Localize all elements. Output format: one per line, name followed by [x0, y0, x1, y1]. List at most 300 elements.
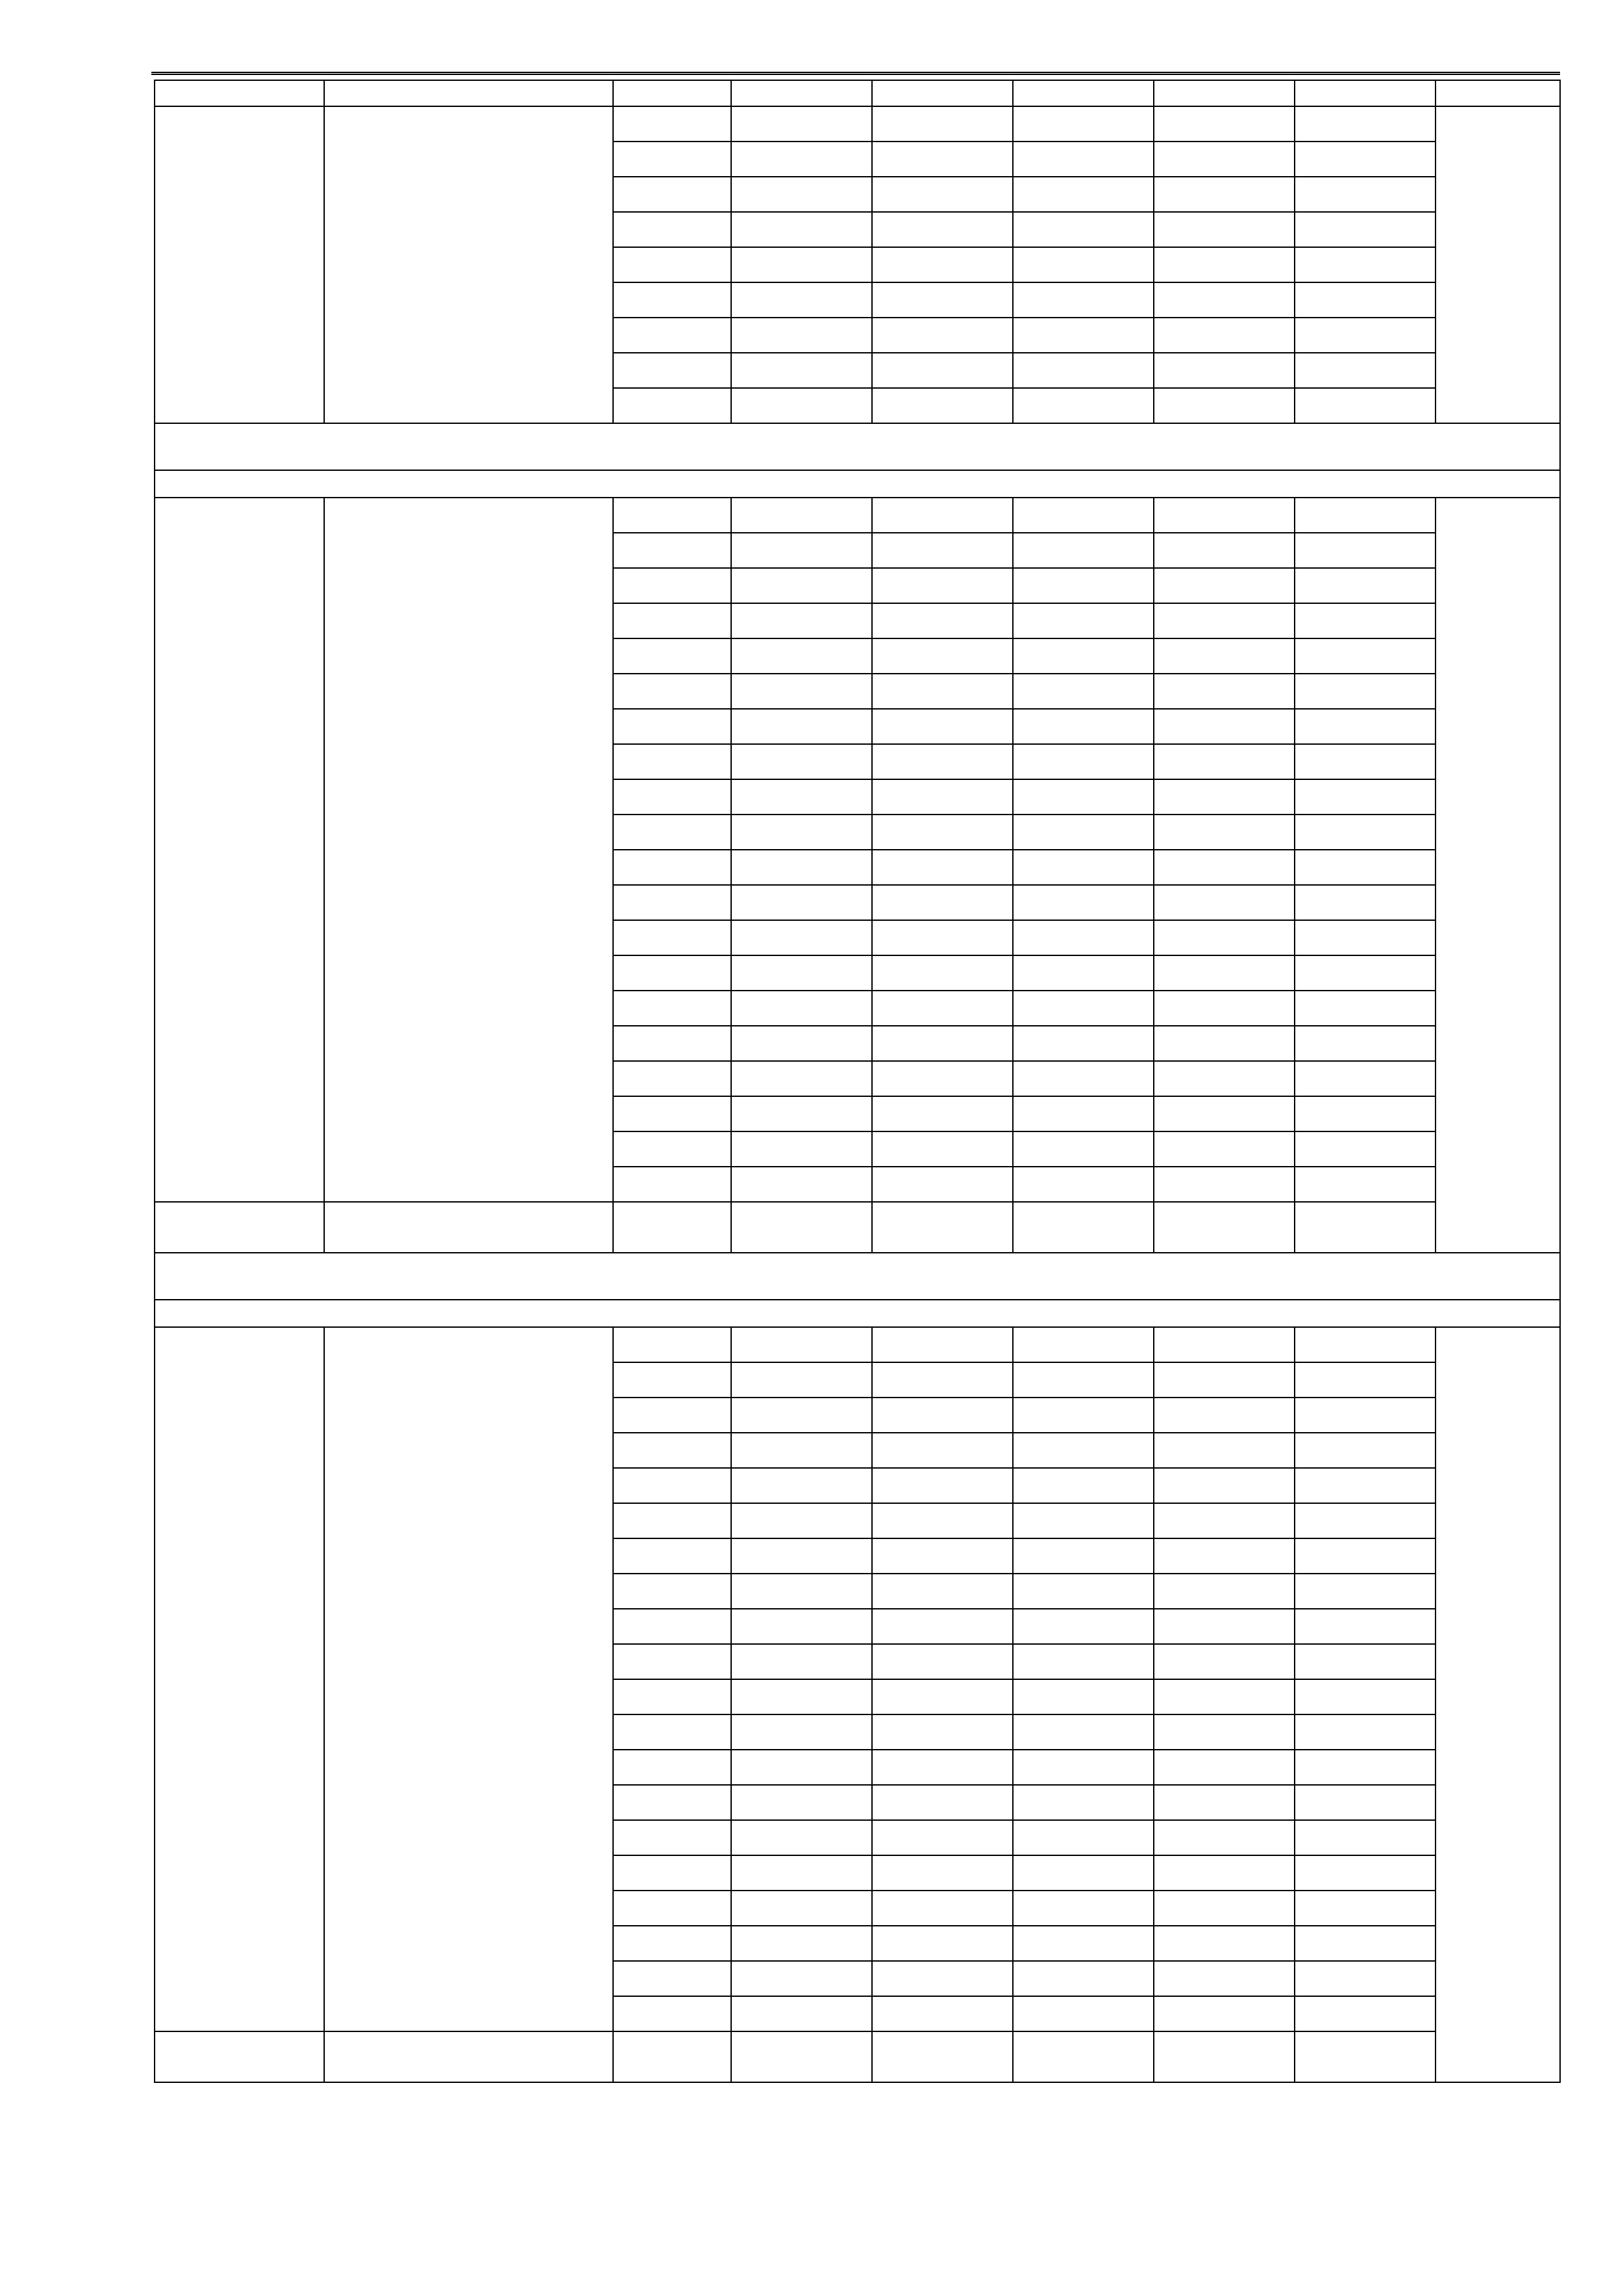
value-cell	[872, 353, 1013, 388]
material-name	[324, 1202, 613, 1253]
value-cell	[1295, 1926, 1436, 1961]
value-cell	[731, 1785, 872, 1820]
value-cell	[872, 1891, 1013, 1926]
value-cell	[1154, 1926, 1295, 1961]
road-class-cell	[613, 955, 731, 991]
value-cell	[1295, 674, 1436, 709]
meter-cell	[155, 1300, 1560, 1327]
road-class-cell	[613, 1433, 731, 1468]
value-cell	[1154, 177, 1295, 212]
value-cell	[731, 744, 872, 779]
value-cell	[1154, 955, 1295, 991]
description-cell	[324, 106, 613, 423]
value-cell	[1154, 142, 1295, 177]
value-cell	[731, 1327, 872, 1362]
value-cell	[731, 1926, 872, 1961]
value-cell	[731, 991, 872, 1026]
value-cell	[731, 212, 872, 247]
empty-cell	[872, 2031, 1013, 2082]
value-cell	[1154, 247, 1295, 282]
value-cell	[731, 1468, 872, 1503]
empty-cell	[872, 1202, 1013, 1253]
value-cell	[731, 709, 872, 744]
material-name	[324, 2031, 613, 2082]
road-class-cell	[613, 1061, 731, 1096]
value-cell	[1154, 1538, 1295, 1574]
road-class-cell	[613, 1996, 731, 2031]
value-cell	[1295, 1644, 1436, 1679]
road-class-cell	[613, 1679, 731, 1714]
value-cell	[872, 638, 1013, 674]
road-class-cell	[613, 1926, 731, 1961]
value-cell	[872, 1996, 1013, 2031]
value-cell	[731, 1096, 872, 1131]
value-cell	[1013, 1996, 1154, 2031]
rate-code	[155, 498, 324, 1202]
value-cell	[1154, 850, 1295, 885]
column-number	[155, 80, 324, 106]
value-cell	[1013, 177, 1154, 212]
value-cell	[1013, 282, 1154, 318]
value-cell	[731, 1433, 872, 1468]
value-cell	[1295, 1362, 1436, 1398]
value-cell	[731, 1644, 872, 1679]
value-cell	[872, 955, 1013, 991]
value-cell	[731, 674, 872, 709]
value-cell	[872, 1785, 1013, 1820]
value-cell	[1295, 1609, 1436, 1644]
value-cell	[1154, 1061, 1295, 1096]
value-cell	[1295, 106, 1436, 142]
road-class-cell	[613, 1750, 731, 1785]
value-cell	[1013, 1167, 1154, 1202]
road-class-cell	[613, 1503, 731, 1538]
value-cell	[1013, 106, 1154, 142]
value-cell	[731, 318, 872, 353]
column-number-row	[155, 80, 1560, 106]
value-cell	[1013, 744, 1154, 779]
value-cell	[1013, 1891, 1154, 1926]
value-cell	[1013, 991, 1154, 1026]
value-cell	[1295, 498, 1436, 533]
code-cell	[155, 106, 324, 423]
value-cell	[731, 603, 872, 638]
road-class-cell	[613, 850, 731, 885]
road-class-cell	[613, 1820, 731, 1855]
value-cell	[872, 1855, 1013, 1891]
value-cell	[731, 779, 872, 815]
value-cell	[1013, 1820, 1154, 1855]
value-cell	[1013, 1433, 1154, 1468]
value-cell	[731, 1026, 872, 1061]
value-cell	[872, 1362, 1013, 1398]
value-cell	[1295, 920, 1436, 955]
material-code	[155, 1202, 324, 1253]
value-cell	[872, 388, 1013, 423]
value-cell	[1013, 212, 1154, 247]
value-cell	[1295, 1468, 1436, 1503]
value-cell	[1154, 388, 1295, 423]
value-cell	[1154, 498, 1295, 533]
value-cell	[872, 1820, 1013, 1855]
value-cell	[731, 815, 872, 850]
value-cell	[872, 282, 1013, 318]
value-cell	[872, 247, 1013, 282]
road-class-cell	[613, 1468, 731, 1503]
value-cell	[731, 1750, 872, 1785]
value-cell	[1154, 282, 1295, 318]
value-cell	[731, 955, 872, 991]
value-cell	[731, 1538, 872, 1574]
value-cell	[731, 1609, 872, 1644]
column-number	[613, 80, 731, 106]
value-cell	[872, 1327, 1013, 1362]
value-cell	[872, 1061, 1013, 1096]
value-cell	[1013, 815, 1154, 850]
road-class-cell	[613, 1362, 731, 1398]
value-cell	[872, 603, 1013, 638]
value-cell	[1154, 1961, 1295, 1996]
rates-table-body	[155, 80, 1560, 2082]
value-cell	[1154, 815, 1295, 850]
value-cell	[1295, 1026, 1436, 1061]
value-cell	[1154, 1785, 1295, 1820]
value-cell	[872, 920, 1013, 955]
road-class-cell	[613, 177, 731, 212]
value-cell	[1013, 603, 1154, 638]
column-number	[1436, 80, 1560, 106]
value-cell	[872, 1468, 1013, 1503]
material-mark	[1295, 1202, 1436, 1253]
value-cell	[872, 533, 1013, 568]
value-cell	[872, 318, 1013, 353]
value-cell	[731, 247, 872, 282]
value-cell	[1295, 709, 1436, 744]
value-cell	[1154, 1574, 1295, 1609]
value-cell	[1013, 1503, 1154, 1538]
value-cell	[872, 1131, 1013, 1167]
road-class-cell	[613, 885, 731, 920]
value-cell	[1013, 1609, 1154, 1644]
value-cell	[1013, 1096, 1154, 1131]
value-cell	[872, 779, 1013, 815]
value-cell	[872, 1503, 1013, 1538]
value-cell	[1013, 1785, 1154, 1820]
column-number	[1295, 80, 1436, 106]
material-row	[155, 1202, 1560, 1253]
empty-cell	[613, 1202, 731, 1253]
table-title	[155, 423, 1560, 470]
value-cell	[872, 991, 1013, 1026]
value-cell	[1295, 638, 1436, 674]
value-cell	[1295, 1679, 1436, 1714]
value-cell	[1013, 1538, 1154, 1574]
value-cell	[1013, 885, 1154, 920]
value-cell	[1154, 1433, 1295, 1468]
value-cell	[1295, 1785, 1436, 1820]
value-cell	[1013, 1926, 1154, 1961]
value-cell	[731, 1362, 872, 1398]
road-class-cell	[613, 991, 731, 1026]
value-cell	[1295, 533, 1436, 568]
road-class-cell	[613, 744, 731, 779]
road-class-cell	[613, 603, 731, 638]
empty-cell	[613, 2031, 731, 2082]
table-title	[155, 1253, 1560, 1300]
road-class-cell	[613, 1644, 731, 1679]
value-cell	[1295, 568, 1436, 603]
value-cell	[731, 638, 872, 674]
value-cell	[1154, 1855, 1295, 1891]
rate-description	[324, 498, 613, 1202]
meter-cell	[155, 470, 1560, 498]
empty-cell	[731, 1202, 872, 1253]
value-cell	[731, 1398, 872, 1433]
value-cell	[1295, 353, 1436, 388]
value-cell	[1013, 353, 1154, 388]
value-cell	[1013, 318, 1154, 353]
road-class-cell	[613, 1538, 731, 1574]
value-cell	[731, 1503, 872, 1538]
road-class-cell	[613, 568, 731, 603]
value-cell	[872, 1574, 1013, 1609]
empty-cell	[1154, 1202, 1295, 1253]
value-cell	[1013, 638, 1154, 674]
road-class-cell	[613, 1131, 731, 1167]
value-cell	[731, 1167, 872, 1202]
value-cell	[731, 1855, 872, 1891]
value-cell	[1295, 955, 1436, 991]
value-cell	[1013, 1026, 1154, 1061]
value-cell	[1013, 1574, 1154, 1609]
value-cell	[872, 885, 1013, 920]
value-cell	[1013, 247, 1154, 282]
value-cell	[1013, 850, 1154, 885]
value-cell	[1154, 709, 1295, 744]
road-class-cell	[613, 1096, 731, 1131]
table-title-row	[155, 1253, 1560, 1300]
value-cell	[872, 1167, 1013, 1202]
value-cell	[1295, 1574, 1436, 1609]
value-cell	[1295, 850, 1436, 885]
road-class-cell	[613, 142, 731, 177]
value-cell	[1295, 142, 1436, 177]
value-cell	[731, 850, 872, 885]
value-cell	[1154, 1679, 1295, 1714]
road-class-cell	[613, 533, 731, 568]
value-cell	[872, 142, 1013, 177]
value-cell	[872, 850, 1013, 885]
value-cell	[731, 1679, 872, 1714]
value-cell	[731, 1961, 872, 1996]
road-class-cell	[613, 212, 731, 247]
value-cell	[1295, 779, 1436, 815]
value-cell	[731, 568, 872, 603]
value-cell	[1154, 1167, 1295, 1202]
value-cell	[1013, 1468, 1154, 1503]
value-cell	[1154, 1996, 1295, 2031]
value-cell	[1154, 1503, 1295, 1538]
value-cell	[872, 1538, 1013, 1574]
column-number	[1154, 80, 1295, 106]
rate-code	[155, 1327, 324, 2031]
value-cell	[731, 177, 872, 212]
value-cell	[1295, 1750, 1436, 1785]
table-row	[155, 1327, 1560, 1362]
road-class-cell	[613, 1855, 731, 1891]
col9-cell	[1436, 106, 1560, 423]
road-class-cell	[613, 1398, 731, 1433]
value-cell	[1154, 1609, 1295, 1644]
value-cell	[1013, 498, 1154, 533]
value-cell	[1154, 1714, 1295, 1750]
column-number	[731, 80, 872, 106]
value-cell	[872, 1926, 1013, 1961]
road-class-cell	[613, 1327, 731, 1362]
value-cell	[1154, 674, 1295, 709]
value-cell	[1154, 638, 1295, 674]
value-cell	[1013, 533, 1154, 568]
road-class-cell	[613, 1961, 731, 1996]
meter-row	[155, 470, 1560, 498]
value-cell	[1154, 533, 1295, 568]
value-cell	[872, 498, 1013, 533]
value-cell	[731, 1820, 872, 1855]
value-cell	[1295, 1714, 1436, 1750]
empty-cell	[731, 2031, 872, 2082]
empty-cell	[1013, 2031, 1154, 2082]
road-class-cell	[613, 353, 731, 388]
value-cell	[1154, 1131, 1295, 1167]
material-mark	[1295, 2031, 1436, 2082]
value-cell	[1154, 885, 1295, 920]
empty-cell	[1013, 1202, 1154, 1253]
road-class-cell	[613, 318, 731, 353]
value-cell	[731, 1574, 872, 1609]
road-class-cell	[613, 388, 731, 423]
column-number	[324, 80, 613, 106]
value-cell	[872, 212, 1013, 247]
value-cell	[1295, 744, 1436, 779]
value-cell	[1295, 1503, 1436, 1538]
value-cell	[872, 1433, 1013, 1468]
value-cell	[731, 106, 872, 142]
material-row	[155, 2031, 1560, 2082]
value-cell	[1013, 1061, 1154, 1096]
value-cell	[1295, 1961, 1436, 1996]
road-class-cell	[613, 498, 731, 533]
value-cell	[1295, 212, 1436, 247]
value-cell	[1013, 779, 1154, 815]
value-cell	[1013, 1327, 1154, 1362]
value-cell	[1013, 674, 1154, 709]
value-cell	[1154, 1026, 1295, 1061]
value-cell	[1154, 318, 1295, 353]
value-cell	[731, 1714, 872, 1750]
value-cell	[872, 1644, 1013, 1679]
value-cell	[872, 1750, 1013, 1785]
rates-table	[154, 80, 1561, 2083]
value-cell	[731, 498, 872, 533]
value-cell	[731, 1996, 872, 2031]
road-class-cell	[613, 779, 731, 815]
road-class-cell	[613, 282, 731, 318]
road-class-cell	[613, 1167, 731, 1202]
rate-description	[324, 1327, 613, 2031]
value-cell	[1295, 1996, 1436, 2031]
value-cell	[1013, 1679, 1154, 1714]
value-cell	[1295, 282, 1436, 318]
value-cell	[1154, 744, 1295, 779]
value-cell	[1154, 1468, 1295, 1503]
value-cell	[1013, 1714, 1154, 1750]
value-cell	[1013, 1855, 1154, 1891]
value-cell	[872, 106, 1013, 142]
value-cell	[1295, 1855, 1436, 1891]
value-cell	[1154, 1327, 1295, 1362]
value-cell	[1295, 991, 1436, 1026]
column-number	[1013, 80, 1154, 106]
value-cell	[1013, 1961, 1154, 1996]
value-cell	[1013, 1644, 1154, 1679]
material-code	[155, 2031, 324, 2082]
value-cell	[1295, 1538, 1436, 1574]
value-cell	[1295, 1398, 1436, 1433]
value-cell	[1154, 1644, 1295, 1679]
value-cell	[872, 177, 1013, 212]
value-cell	[1154, 568, 1295, 603]
value-cell	[1154, 779, 1295, 815]
value-cell	[1295, 603, 1436, 638]
value-cell	[872, 1398, 1013, 1433]
value-cell	[731, 1891, 872, 1926]
value-cell	[872, 1961, 1013, 1996]
value-cell	[1154, 603, 1295, 638]
meter-row	[155, 1300, 1560, 1327]
value-cell	[872, 674, 1013, 709]
value-cell	[1013, 388, 1154, 423]
value-cell	[1295, 1167, 1436, 1202]
value-cell	[1295, 1327, 1436, 1362]
value-cell	[731, 885, 872, 920]
road-class-cell	[613, 815, 731, 850]
value-cell	[1295, 1891, 1436, 1926]
value-cell	[1295, 318, 1436, 353]
value-cell	[872, 709, 1013, 744]
road-class-cell	[613, 920, 731, 955]
value-cell	[872, 815, 1013, 850]
road-class-cell	[613, 1714, 731, 1750]
table-row	[155, 498, 1560, 533]
value-cell	[1295, 1433, 1436, 1468]
table-row	[155, 106, 1560, 142]
header-rule	[151, 72, 1560, 75]
value-cell	[1295, 1096, 1436, 1131]
value-cell	[1295, 1061, 1436, 1096]
value-cell	[1013, 1362, 1154, 1398]
road-class-cell	[613, 106, 731, 142]
value-cell	[1013, 1750, 1154, 1785]
road-class-cell	[613, 1891, 731, 1926]
value-cell	[872, 568, 1013, 603]
col9-value	[1436, 498, 1560, 1253]
road-class-cell	[613, 709, 731, 744]
road-class-cell	[613, 1026, 731, 1061]
value-cell	[731, 282, 872, 318]
value-cell	[1013, 568, 1154, 603]
value-cell	[731, 1131, 872, 1167]
value-cell	[1154, 106, 1295, 142]
